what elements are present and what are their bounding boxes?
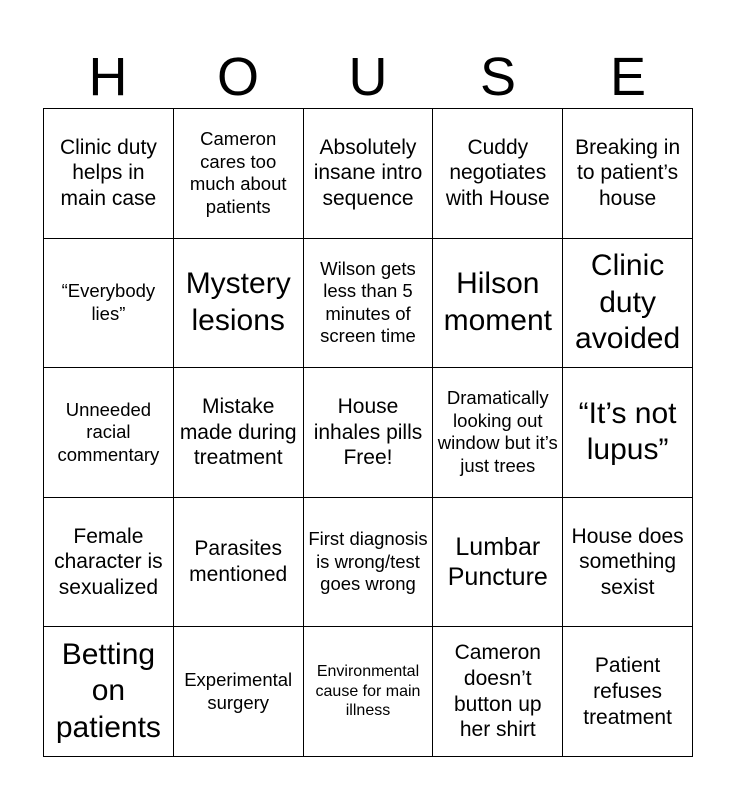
bingo-cell-label: Unneeded racial commentary	[57, 398, 160, 465]
bingo-cell-label: Wilson gets less than 5 minutes of screen time	[320, 257, 416, 347]
bingo-cell[interactable]	[44, 627, 174, 757]
bingo-cell[interactable]	[44, 239, 174, 369]
bingo-cell-label: Dramatically looking out window but it’s just trees	[437, 387, 558, 477]
bingo-cell[interactable]	[174, 627, 304, 757]
bingo-cell[interactable]	[304, 498, 434, 628]
bingo-cell-label: Environmental cause for main illness	[315, 663, 421, 720]
bingo-cell[interactable]	[44, 368, 174, 498]
bingo-cell[interactable]	[563, 109, 693, 239]
bingo-cell[interactable]	[433, 498, 563, 628]
bingo-cell[interactable]	[563, 627, 693, 757]
bingo-cell-label: Cameron doesn’t button up her shirt	[453, 641, 542, 742]
bingo-cell-label: “It’s not lupus”	[578, 396, 677, 467]
bingo-title	[43, 44, 693, 108]
bingo-cell[interactable]	[174, 109, 304, 239]
bingo-cell[interactable]	[563, 368, 693, 498]
bingo-cell-label: Clinic duty helps in main case	[59, 135, 157, 211]
bingo-cell[interactable]	[433, 368, 563, 498]
bingo-cell-label: Hilson moment	[443, 267, 552, 337]
bingo-cell[interactable]	[433, 239, 563, 369]
bingo-cell-label: Clinic duty avoided	[575, 249, 681, 356]
bingo-cell[interactable]	[44, 109, 174, 239]
bingo-cell[interactable]	[174, 239, 304, 369]
bingo-cell[interactable]	[563, 498, 693, 628]
bingo-cell-label: Betting on patients	[55, 637, 161, 744]
bingo-cell-label: First diagnosis is wrong/test goes wrong	[308, 528, 428, 595]
bingo-cell-label: House inhales pills Free!	[313, 395, 423, 470]
bingo-cell-label: Cameron cares too much about patients	[189, 128, 287, 217]
bingo-cell-label: Parasites mentioned	[189, 537, 288, 587]
bingo-cell[interactable]	[304, 368, 434, 498]
bingo-cell-label: Lumbar Puncture	[447, 532, 548, 592]
title-letter-s: S	[479, 47, 517, 107]
bingo-cell-label: Experimental surgery	[184, 669, 293, 713]
bingo-cell[interactable]	[44, 498, 174, 628]
bingo-cell[interactable]	[433, 627, 563, 757]
bingo-cell-label: Mystery lesions	[185, 267, 291, 337]
title-letter-u: U	[348, 47, 388, 107]
bingo-cell[interactable]	[174, 368, 304, 498]
bingo-cell[interactable]	[304, 109, 434, 239]
bingo-cell-label: Mistake made during treatment	[179, 395, 297, 470]
bingo-cell[interactable]	[304, 627, 434, 757]
bingo-cell-label: Cuddy negotiates with House	[445, 135, 550, 211]
bingo-cell-label: Female character is sexualized	[54, 524, 163, 599]
bingo-cell-label: “Everybody lies”	[61, 280, 156, 324]
bingo-cell-label: House does something sexist	[571, 524, 684, 599]
bingo-board	[43, 108, 693, 757]
title-letter-h: H	[88, 47, 128, 107]
bingo-cell[interactable]	[304, 239, 434, 369]
title-letter-o: O	[216, 47, 259, 107]
bingo-cell-label: Breaking in to patient’s house	[575, 135, 681, 211]
title-letter-e: E	[609, 47, 647, 107]
bingo-cell-label: Absolutely insane intro sequence	[313, 135, 423, 211]
bingo-cell[interactable]	[563, 239, 693, 369]
bingo-cell-label: Patient refuses treatment	[583, 654, 672, 729]
bingo-cell[interactable]	[174, 498, 304, 628]
bingo-cell[interactable]	[433, 109, 563, 239]
